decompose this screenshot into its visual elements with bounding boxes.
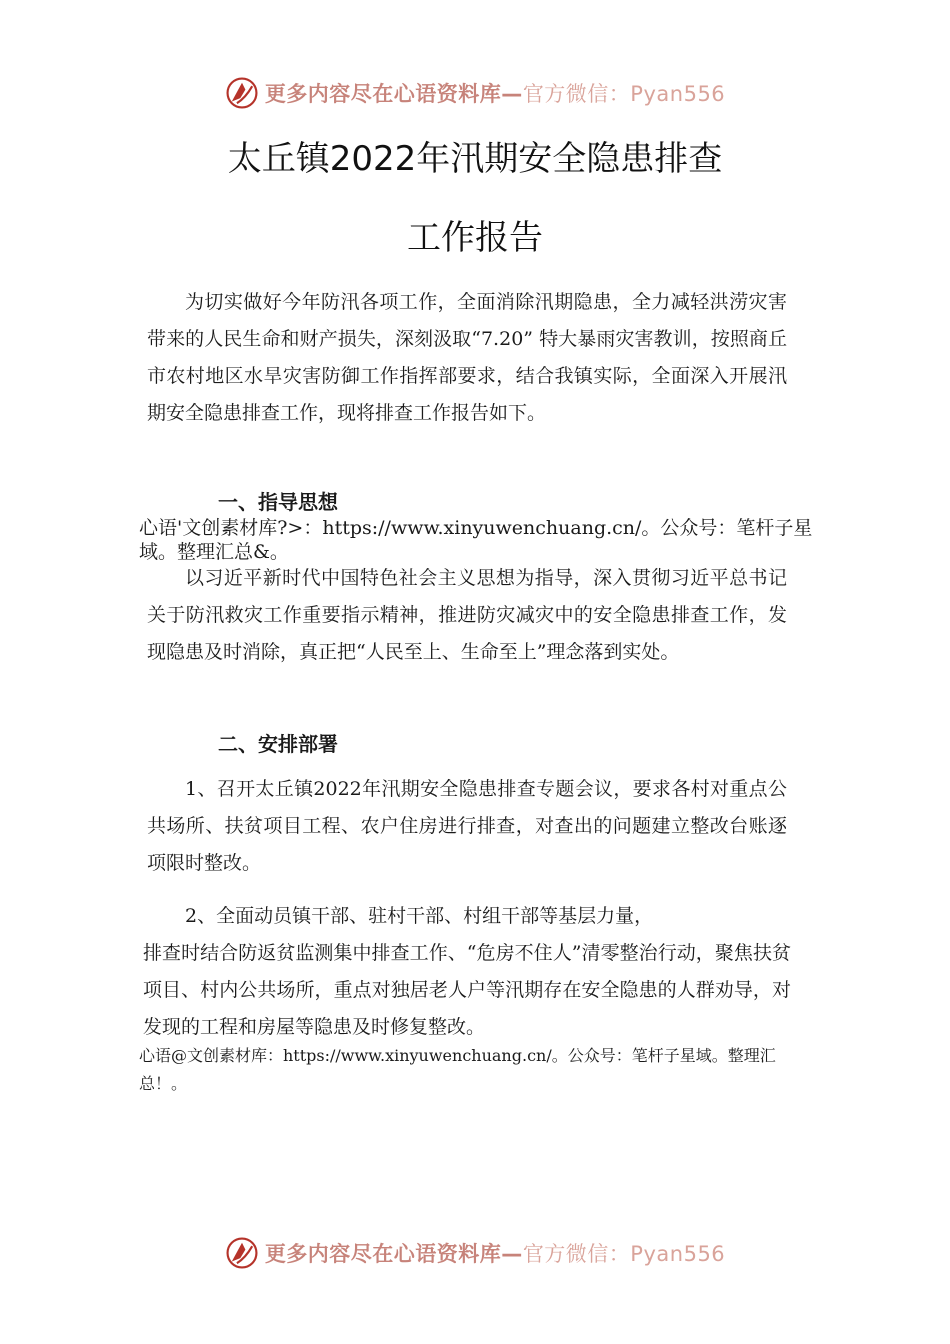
doc-title-line2: 工作报告 [407, 218, 543, 258]
item1-paragraph: 1、召开太丘镇2022年汛期安全隐患排查专题会议，要求各村对重点公共场所、扶贫项目工程、农户住房进行排查，对查出的问题建立整改台账逐项限时整改。 [147, 778, 787, 874]
item2-paragraph: 排查时结合防返贫监测集中排查工作、“危房不住人”清零整治行动，聚焦扶贫项目、村内公共场所，重点对独居老人户等汛期存在安全隐患的人群劝导，对发现的工程和房屋等隐患及时修复整改。 [143, 942, 791, 1038]
section2-heading: 二、安排部署 [218, 732, 338, 756]
intro-paragraph: 为切实做好今年防汛各项工作，全面消除汛期隐患，全力减轻洪涝灾害带来的人民生命和财产损失，深刻汲取“7.20” 特大暴雨灾害教训，按照商丘市农村地区水旱灾害防御工作指挥部要求，结合我镇实际，全面深入开展汛期安全隐患排查工作，现将排查工作报告如下。 [147, 291, 787, 424]
top-banner [0, 73, 950, 113]
item2-first-line: 2、全面动员镇干部、驻村干部、村组干部等基层力量， [185, 905, 654, 927]
brand-logo-icon [225, 1236, 259, 1270]
banner-text: 更多内容尽在心语资料库—官方微信：Pyan556 [264, 82, 726, 106]
bottom-banner [0, 1233, 950, 1273]
brand-logo-icon [225, 76, 259, 110]
watermark-text-2: 心语@文创素材库：https://www.xinyuwenchuang.cn/。公众号：笔杆子星域。整理汇总！。 [139, 1046, 776, 1093]
watermark-text-1: 心语'文创素材库?>：https://www.xinyuwenchuang.cn/。公众号：笔杆子星域。整理汇总&。 [139, 517, 813, 563]
section1-body: 以习近平新时代中国特色社会主义思想为指导，深入贯彻习近平总书记关于防汛救灾工作重要指示精神，推进防灾减灾中的安全隐患排查工作，发现隐患及时消除，真正把“人民至上、生命至上”理念落到实处。 [147, 567, 787, 663]
doc-title-line1: 太丘镇2022年汛期安全隐患排查 [227, 139, 723, 179]
section1-heading: 一、指导思想 [218, 490, 338, 514]
banner-text: 更多内容尽在心语资料库—官方微信：Pyan556 [264, 1242, 726, 1266]
